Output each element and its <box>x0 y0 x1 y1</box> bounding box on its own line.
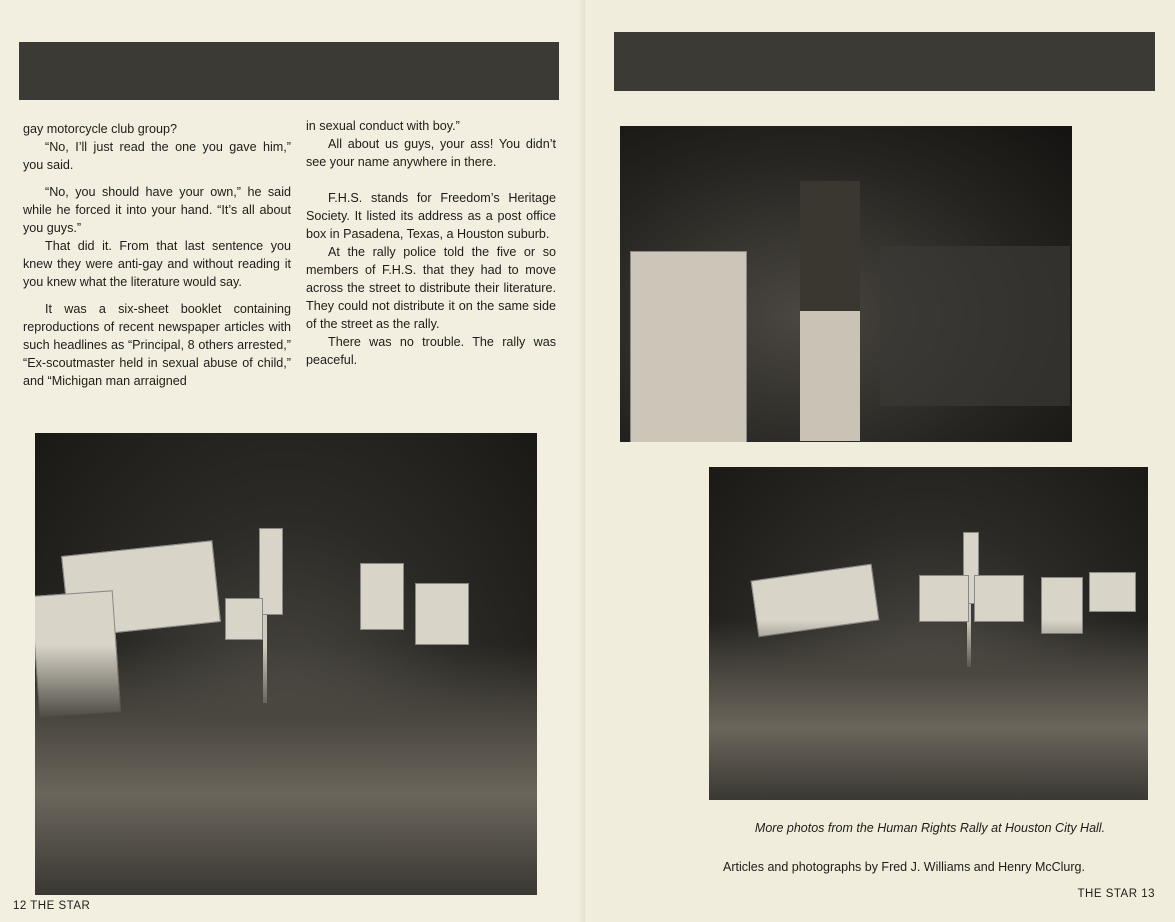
sign <box>225 598 263 640</box>
speaker <box>800 181 860 441</box>
paragraph: gay motorcycle club group? <box>23 122 178 136</box>
header-bar <box>19 42 559 100</box>
page-number-footer: THE STAR 13 <box>1077 888 1155 900</box>
photo-caption: More photos from the Human Rights Rally at Houston City Hall. <box>754 821 1106 835</box>
left-page <box>0 0 585 922</box>
sign <box>974 575 1024 622</box>
right-page <box>585 0 1175 922</box>
paragraph: “No, I’ll just read the one you gave him,” you said. <box>23 140 291 172</box>
sign <box>1089 572 1136 612</box>
sign <box>415 583 469 645</box>
paragraph: F.H.S. stands for Freedom’s Heritage Society. It listed its address as a post office box in Pasadena, Texas, a Houston suburb. <box>306 191 556 241</box>
paragraph: “No, you should have your own,” he said while he forced it into your hand. “It’s all about you guys.” <box>23 185 291 235</box>
paragraph: At the rally police told the five or so members of F.H.S. that they had to move across the street to distribute their literature. They could not distribute it on the same side of the street as the rally. <box>306 245 556 331</box>
credit-line: Articles and photographs by Fred J. Williams and Henry McClurg. <box>723 860 1085 874</box>
podium <box>630 251 747 442</box>
sign <box>919 575 969 622</box>
header-bar <box>614 32 1155 91</box>
crowd <box>35 645 537 895</box>
crowd <box>880 246 1070 406</box>
crowd <box>709 620 1148 800</box>
paragraph: There was no trouble. The rally was peaceful. <box>306 335 556 367</box>
rally-crowd-photo <box>35 433 537 895</box>
sign <box>360 563 404 630</box>
page-number-footer: 12 THE STAR <box>13 900 91 912</box>
paragraph: in sexual conduct with boy.” <box>306 119 460 133</box>
speaker-photo <box>620 126 1072 442</box>
text-column-1 <box>23 120 291 390</box>
rally-signs-photo <box>709 467 1148 800</box>
paragraph: That did it. From that last sentence you knew they were anti-gay and without reading it you knew what the literature would say. <box>23 239 291 289</box>
text-column-2 <box>306 117 556 369</box>
paragraph: It was a six-sheet booklet containing reproductions of recent newspaper articles with such headlines as “Principal, 8 others arrested,” “Ex-scoutmaster held in sexual abuse of child,” and “Michigan man arraigned <box>23 302 291 388</box>
paragraph: All about us guys, your ass! You didn’t see your name anywhere in there. <box>306 137 556 169</box>
